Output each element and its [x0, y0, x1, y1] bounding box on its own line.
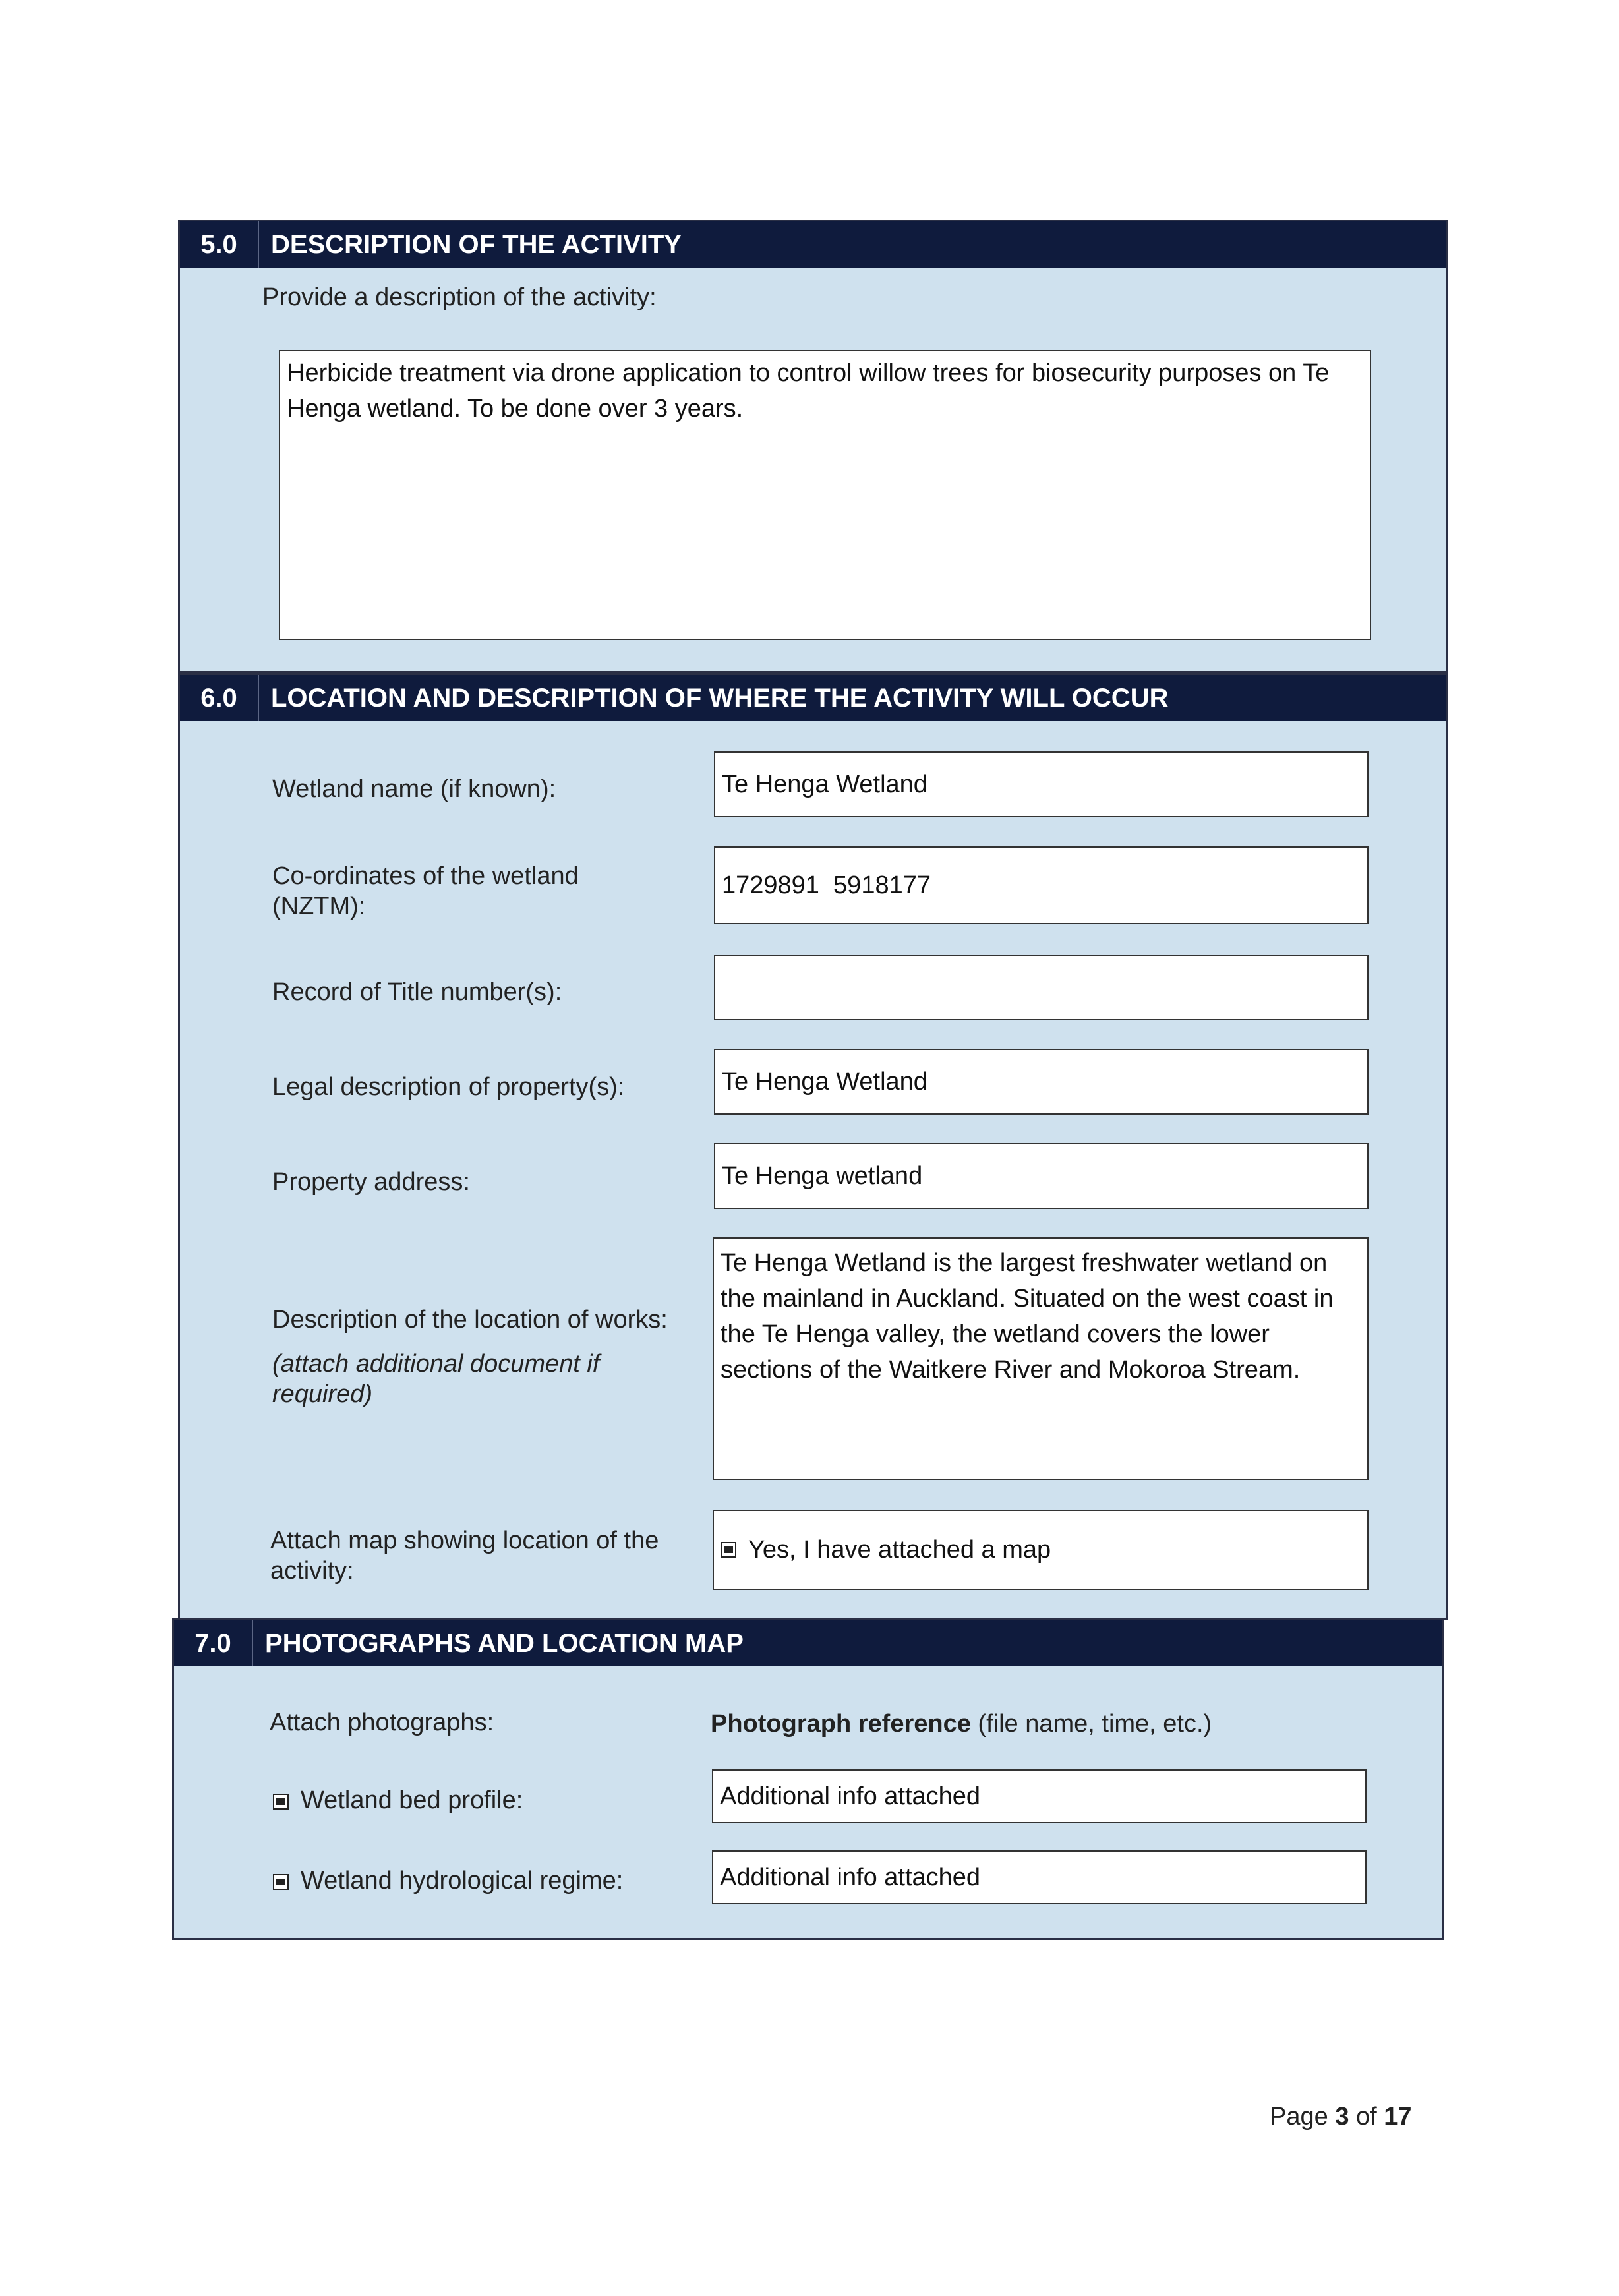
section-7-panel	[172, 1618, 1444, 1940]
bed-profile-field[interactable]: Additional info attached	[712, 1769, 1367, 1823]
page-of: of	[1356, 2103, 1377, 2131]
section-7-number: 7.0	[174, 1620, 253, 1666]
record-title-field[interactable]	[714, 955, 1369, 1020]
section-5-header	[180, 221, 1446, 268]
bed-profile-label: Wetland bed profile:	[301, 1786, 523, 1814]
section-6-title: LOCATION AND DESCRIPTION OF WHERE THE ACTIVITY WILL OCCUR	[271, 683, 1169, 713]
coordinates-label	[272, 861, 579, 922]
photo-reference-heading	[711, 1709, 1212, 1739]
legal-description-field[interactable]: Te Henga Wetland	[714, 1049, 1369, 1115]
wetland-name-label: Wetland name (if known):	[272, 775, 556, 803]
section-6-number: 6.0	[180, 675, 259, 721]
section-7-header	[174, 1620, 1442, 1666]
section-6-header	[180, 675, 1446, 721]
legal-description-label: Legal description of property(s):	[272, 1073, 625, 1101]
hydro-regime-label: Wetland hydrological regime:	[301, 1867, 624, 1895]
section-7-title: PHOTOGRAPHS AND LOCATION MAP	[265, 1628, 744, 1658]
record-title-label: Record of Title number(s):	[272, 978, 562, 1006]
page-number	[1270, 2103, 1412, 2131]
attach-map-checkbox[interactable]	[721, 1542, 736, 1558]
coordinates-label-line1: Co-ordinates of the wetland	[272, 862, 579, 890]
photo-reference-bold: Photograph reference	[711, 1710, 971, 1738]
page-current: 3	[1335, 2103, 1349, 2131]
attach-photos-label: Attach photographs:	[270, 1709, 494, 1736]
hydro-regime-field[interactable]: Additional info attached	[712, 1850, 1367, 1904]
attach-map-value: Yes, I have attached a map	[748, 1536, 1051, 1564]
property-address-field[interactable]: Te Henga wetland	[714, 1143, 1369, 1209]
section-6-panel	[178, 673, 1448, 1620]
location-works-note: (attach additional document if required)	[272, 1350, 600, 1408]
bed-profile-row	[273, 1785, 523, 1815]
activity-description-field[interactable]: Herbicide treatment via drone application to control willow trees for biosecurity purposes on Te Henga wetland. To be done over 3 years.	[279, 350, 1371, 640]
attach-map-label: Attach map showing location of the activity:	[270, 1527, 659, 1585]
section-5-title: DESCRIPTION OF THE ACTIVITY	[271, 229, 682, 259]
coordinates-field[interactable]: 1729891 5918177	[714, 846, 1369, 924]
location-works-field[interactable]: Te Henga Wetland is the largest freshwater wetland on the mainland in Auckland. Situated on the west coast in the Te Henga valley, the wetland covers the lower sections of the Waitkere River and Mokoroa Stream.	[713, 1237, 1369, 1480]
activity-description-prompt: Provide a description of the activity:	[262, 283, 657, 311]
page-word: Page	[1270, 2103, 1328, 2131]
section-5-number: 5.0	[180, 221, 259, 268]
attach-map-field[interactable]	[713, 1510, 1369, 1590]
section-5-panel	[178, 220, 1448, 673]
page-total: 17	[1384, 2103, 1412, 2131]
wetland-name-field[interactable]: Te Henga Wetland	[714, 751, 1369, 817]
coordinates-label-line2: (NZTM):	[272, 893, 366, 920]
hydro-regime-checkbox[interactable]	[273, 1874, 289, 1890]
bed-profile-checkbox[interactable]	[273, 1794, 289, 1810]
photo-reference-rest: (file name, time, etc.)	[970, 1710, 1212, 1738]
location-works-label: Description of the location of works:	[272, 1306, 668, 1334]
hydro-regime-row	[273, 1866, 623, 1896]
property-address-label: Property address:	[272, 1168, 470, 1196]
